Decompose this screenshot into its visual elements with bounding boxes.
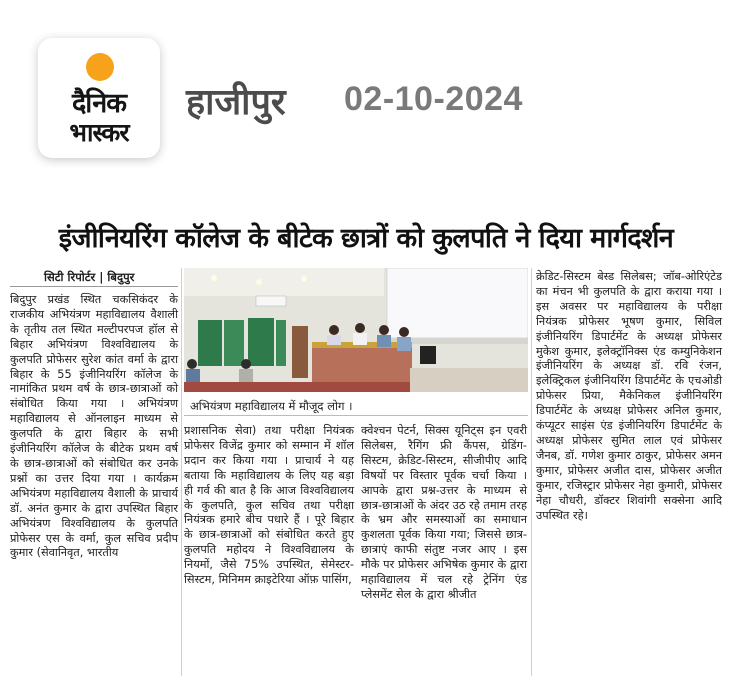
article-byline: सिटी रिपोर्टर | बिदुपुर	[44, 270, 135, 284]
edition-city: हाजीपुर	[186, 82, 286, 123]
byline-divider	[10, 286, 178, 287]
logo-text-line1: दैनिक	[71, 88, 127, 119]
column-divider	[181, 268, 182, 676]
article-headline: इंजीनियरिंग कॉलेज के बीटेक छात्रों को कुलपति ने दिया मार्गदर्शन	[58, 223, 674, 254]
article-photo	[184, 268, 528, 392]
logo-text-line2: भास्कर	[69, 118, 129, 147]
edition-date: 02-10-2024	[344, 80, 523, 118]
article-column-4: क्रेडिट-सिस्टम बेस्ड सिलेबस; जॉब-ओरिएंटेड का मंचन भी कुलपति के द्वारा कराया गया । इस अवसर पर महाविद्यालय के परीक्षा नियंत्रक प्रोफेसर भूषण कुमार, सिविल इंजीनियरिंग डिपार्टमेंट के अध्यक्ष प्रोफेसर मुकेश कुमार, इलेक्ट्रॉनिक्स एंड कम्युनिकेशन इंजीनियरिंग के अध्यक्ष डॉ. रवि रंजन, इलेक्ट्रिकल इंजीनियरिंग डिपार्टमेंट के एचओडी प्रोफेसर प्रिया, मैकेनिकल इंजीनियरिंग डिपार्टमेंट के अध्यक्ष प्रोफेसर अनिल कुमार, कंप्यूटर साइंस एंड इंजीनियरिंग डिपार्टमेंट के अध्यक्ष प्रोफेसर सुमित लाल एवं प्रोफेसर जैनब, डॉ. गणेश कुमार ठाकुर, प्रोफेसर अमन कुमार, प्रोफेसर अजीत दास, प्रोफेसर अजीत कुमार, रजिस्ट्रार प्रोफेसर नेहा कुमारी, प्रोफेसर नेहा चौधरी, डॉक्टर शिवांगी सक्सेना आदि उपस्थित रहे।	[536, 270, 722, 522]
article-column-2: प्रशासनिक सेवा) तथा परीक्षा नियंत्रक प्रोफेसर विजेंद्र कुमार को सम्मान में शॉल प्रदान कर किया गया । प्राचार्य ने यह बताया कि महाविद्यालय के लिए यह बड़ा ही गर्व की बात है कि आज विश्वविद्यालय के कुलपति, कुल सचिव तथा परीक्षा नियंत्रक हमारे बीच पधारे हैं । पूरे बिहार के छात्र-छात्राओं को संबोधित करते हुए कुलपति महोदय ने विश्वविद्यालय के नियमों, जैसे 75% उपस्थित, सेमेस्टर-सिस्टम, मिनिमम क्राइटेरिया ऑफ़ पासिंग,	[184, 424, 354, 587]
photo-caption: अभियंत्रण महाविद्यालय में मौजूद लोग ।	[184, 396, 528, 416]
photo-illustration	[184, 268, 528, 392]
newspaper-logo	[38, 38, 160, 158]
sun-icon	[86, 53, 114, 81]
column-divider	[531, 268, 532, 676]
article-column-3: क्वेश्चन पेटर्न, सिक्स यूनिट्स इन एवरी सिलेबस, रैगिंग फ्री कैंपस, ग्रेडिंग- सिस्टम, क्रेडिट-सिस्टम, सीजीपीए आदि विषयों पर विस्तार पूर्वक चर्चा किया । आपके द्वारा प्रश्न-उत्तर के माध्यम से छात्र-छात्राओं के अंदर उठ रहे तमाम तरह के भ्रम और समस्याओं का समाधान कुशलता पूर्वक किया गया; जिससे छात्र-छात्राएं काफी संतुष्ट नजर आए । इस मौके पर प्रोफेसर अभिषेक कुमार के द्वारा महाविद्यालय में चल रहे ट्रेनिंग एंड प्लेसमेंट सेल के द्वारा श्रीजीत	[361, 424, 527, 601]
article-column-1: बिदुपुर प्रखंड स्थित चकसिकंदर के राजकीय अभियंत्रण महाविद्यालय वैशाली के तृतीय तल स्थित मल्टीपरपज हॉल से बिहार अभियंत्रण विश्वविद्यालय के कुलपति प्रोफेसर सुरेश कांत वर्मा के द्वारा बिहार के 55 इंजीनियरिंग कॉलेज के नामांकित प्रथम वर्ष के छात्र-छात्राओं को संबोधित किया गया । अभियंत्रण महाविद्यालय से ऑनलाइन माध्यम से कुलपति के द्वारा बिहार के सभी इंजीनियरिंग कॉलेज के बीटेक प्रथम वर्ष के छात्र-छात्राओं को संबोधित कर उनके प्रश्नों का उत्तर दिया गया । कार्यक्रम अभियंत्रण महाविद्यालय वैशाली के प्राचार्य डॉ. अनंत कुमार के द्वारा उपस्थित बिहार अभियंत्रण विश्वविद्यालय के कुलपति प्रोफेसर एस के वर्मा, कुल सचिव प्रदीप कुमार (सेवानिवृत, भारतीय	[10, 293, 178, 560]
